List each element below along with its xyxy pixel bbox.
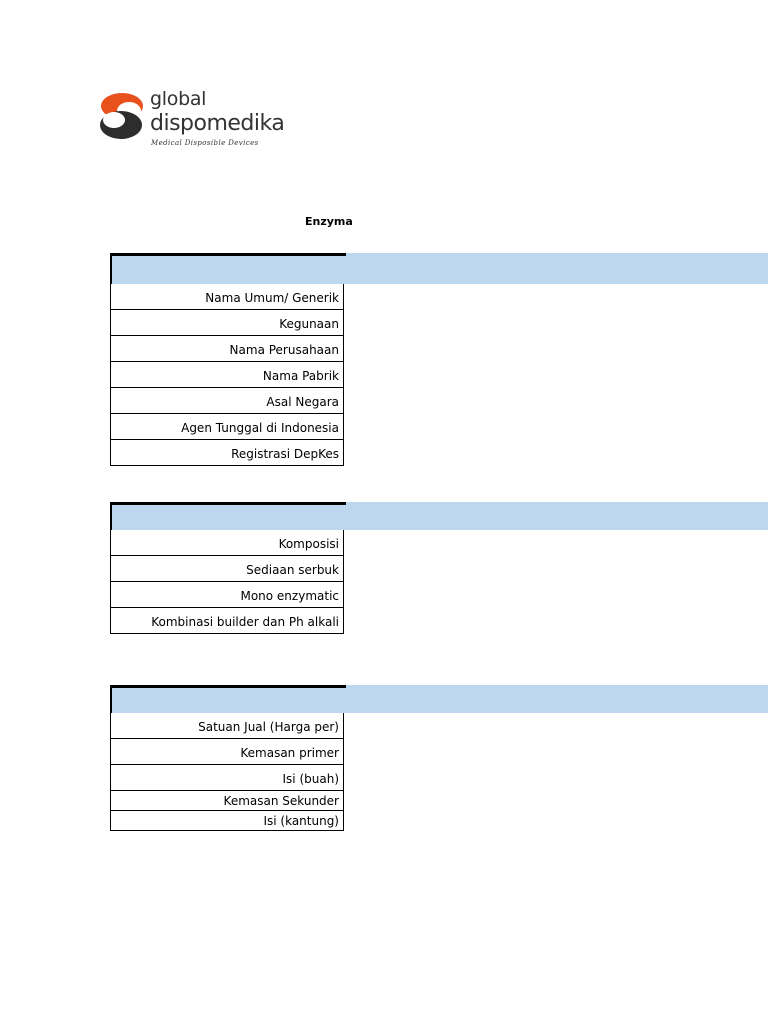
row-label: Nama Perusahaan: [229, 343, 339, 357]
table-row: [110, 310, 344, 336]
company-logo: [98, 88, 285, 150]
document-title: Enzyma: [305, 215, 353, 228]
table-row: [110, 765, 344, 791]
logo-tagline: Medical Disposible Devices: [151, 139, 259, 147]
table-row: [110, 336, 344, 362]
table-row: [110, 608, 344, 634]
section-packaging: [110, 685, 768, 831]
row-label: Registrasi DepKes: [231, 447, 339, 461]
row-label: Satuan Jual (Harga per): [198, 720, 339, 734]
logo-brand-line1: global: [150, 88, 207, 110]
table-row: [110, 362, 344, 388]
row-label: Isi (kantung): [263, 814, 339, 828]
row-label: Agen Tunggal di Indonesia: [181, 421, 339, 435]
row-label: Nama Umum/ Generik: [205, 291, 339, 305]
row-label: Nama Pabrik: [262, 369, 339, 383]
row-label: Sediaan serbuk: [246, 563, 339, 577]
section-header: [110, 502, 768, 530]
table-row: [110, 530, 344, 556]
row-label: Isi (buah): [282, 772, 339, 786]
table-row: [110, 713, 344, 739]
row-label: Asal Negara: [266, 395, 339, 409]
row-label: Kegunaan: [279, 317, 339, 331]
row-label: Kemasan Sekunder: [223, 794, 339, 808]
table-row: [110, 284, 344, 310]
table-row: [110, 791, 344, 811]
row-label: Mono enzymatic: [240, 589, 339, 603]
table-row: [110, 811, 344, 831]
table-row: [110, 440, 344, 466]
section-product-info: [110, 253, 768, 466]
row-label: Kombinasi builder dan Ph alkali: [151, 615, 339, 629]
table-row: [110, 388, 344, 414]
logo-mark-icon: [98, 90, 146, 142]
row-label: Kemasan primer: [240, 746, 339, 760]
table-row: [110, 414, 344, 440]
section-header: [110, 685, 768, 713]
logo-brand-line2: dispomedika: [150, 111, 285, 136]
table-row: [110, 739, 344, 765]
section-composition: [110, 502, 768, 634]
table-row: [110, 582, 344, 608]
table-row: [110, 556, 344, 582]
section-header: [110, 253, 768, 284]
row-label: Komposisi: [278, 537, 339, 551]
